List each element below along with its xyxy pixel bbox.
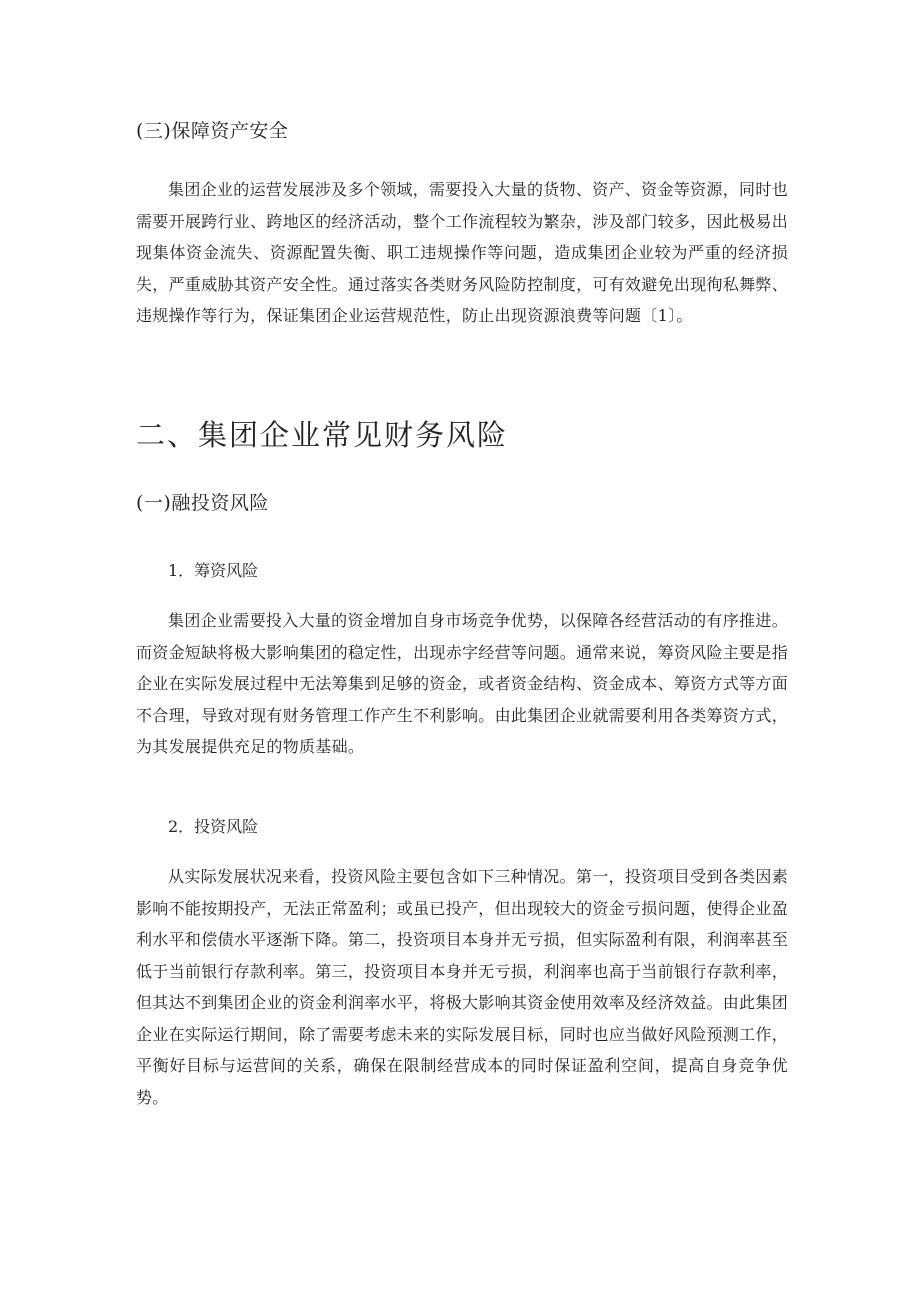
paragraph-investment-risk: 从实际发展状况来看，投资风险主要包含如下三种情况。第一，投资项目受到各类因素影响不能按期投产，无法正常盈利；或虽已投产，但出现较大的资金亏损问题，使得企业盈利水平和偿债水平逐渐下降。第二，投资项目本身并无亏损，但实际盈利有限，利润率甚至低于当前银行存款利率。第三，投资项目本身并无亏损，利润率也高于当前银行存款利率，但其达不到集团企业的资金利润率水平，将极大影响其资金使用效率及经济效益。由此集团企业在实际运行期间，除了需要考虑未来的实际发展目标，同时也应当做好风险预测工作，平衡好目标与运营间的关系，确保在限制经营成本的同时保证盈利空间，提高自身竞争优势。 <box>136 867 789 1107</box>
subsection-heading-financing-risk: 1．筹资风险 <box>168 561 259 580</box>
paragraph-financing-risk: 集团企业需要投入大量的资金增加自身市场竞争优势，以保障各经营活动的有序推进。而资金短缺将极大影响集团的稳定性，出现赤字经营等问题。通常来说，筹资风险主要是指企业在实际发展过程中无法筹集到足够的资金，或者资金结构、资金成本、筹资方式等方面不合理，导致对现有财务管理工作产生不利影响。由此集团企业就需要利用各类筹资方式，为其发展提供充足的物质基础。 <box>136 611 789 756</box>
paragraph-asset-security: 集团企业的运营发展涉及多个领域，需要投入大量的货物、资产、资金等资源，同时也需要开展跨行业、跨地区的经济活动，整个工作流程较为繁杂，涉及部门较多，因此极易出现集体资金流失、资源配置失衡、职工违规操作等问题，造成集团企业较为严重的经济损失，严重威胁其资产安全性。通过落实各类财务风险防控制度，可有效避免出现徇私舞弊、违规操作等行为，保证集团企业运营规范性，防止出现资源浪费等问题〔1〕。 <box>136 180 789 325</box>
section-heading-asset-security: (三)保障资产安全 <box>136 120 289 142</box>
subsection-heading-investment-risk: 2．投资风险 <box>168 817 259 836</box>
chapter-heading-common-risks: 二、集团企业常见财务风险 <box>136 418 509 452</box>
section-heading-financing-investment-risk: (一)融投资风险 <box>136 492 269 514</box>
